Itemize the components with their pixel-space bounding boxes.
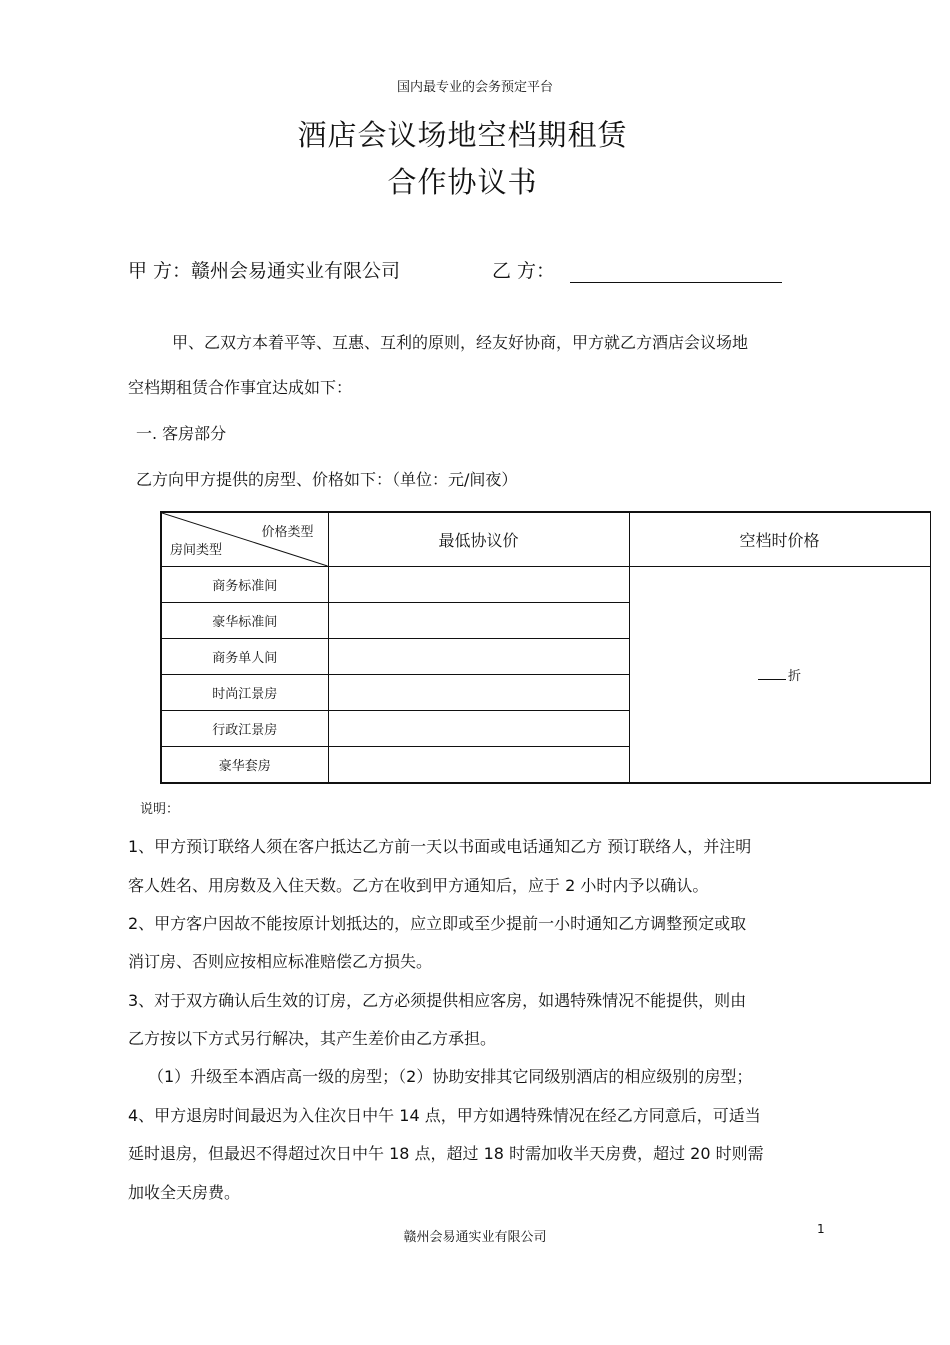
discount-blank-line bbox=[758, 667, 786, 680]
table-row bbox=[161, 567, 930, 603]
col-header-min-price: 最低协议价 bbox=[328, 512, 629, 567]
room-type-cell: 豪华标准间 bbox=[161, 603, 328, 639]
note2-line2: 消订房、否则应按相应标准赔偿乙方损失。 bbox=[128, 952, 433, 971]
intro-line2: 空档期租赁合作事宜达成如下： bbox=[128, 378, 353, 397]
party-b-blank-line bbox=[570, 258, 782, 283]
diag-label-room-type: 房间类型 bbox=[170, 543, 223, 558]
table-header-row bbox=[161, 512, 930, 567]
note3-options: （1）升级至本酒店高一级的房型；（2）协助安排其它同级别酒店的相应级别的房型； bbox=[148, 1067, 753, 1086]
note1-line1: 1、甲方预订联络人须在客户抵达乙方前一天以书面或电话通知乙方 预订联络人，并注明 bbox=[128, 837, 752, 856]
idle-discount-cell bbox=[629, 567, 930, 784]
room-type-cell: 时尚江景房 bbox=[161, 675, 328, 711]
room-type-cell: 商务单人间 bbox=[161, 639, 328, 675]
min-price-cell bbox=[328, 711, 629, 747]
min-price-cell bbox=[328, 675, 629, 711]
document-title-line1: 酒店会议场地空档期租赁 bbox=[297, 118, 628, 152]
page-number: 1 bbox=[817, 1222, 825, 1236]
section1-heading: 一. 客房部分 bbox=[136, 424, 227, 443]
party-b-label: 乙 方： bbox=[492, 260, 556, 282]
note3-line2: 乙方按以下方式另行解决，其产生差价由乙方承担。 bbox=[128, 1029, 497, 1048]
note2-line1: 2、甲方客户因故不能按原计划抵达的，应立即或至少提前一小时通知乙方调整预定或取 bbox=[128, 914, 747, 933]
section1-subheading: 乙方向甲方提供的房型、价格如下：（单位：元/间夜） bbox=[136, 470, 518, 489]
min-price-cell bbox=[328, 747, 629, 784]
intro-line1: 甲、乙双方本着平等、互惠、互利的原则，经友好协商，甲方就乙方酒店会议场地 bbox=[172, 333, 749, 352]
col-header-idle-price: 空档时价格 bbox=[629, 512, 930, 567]
min-price-cell bbox=[328, 603, 629, 639]
diag-label-price-type: 价格类型 bbox=[261, 525, 314, 540]
note4-line3: 加收全天房费。 bbox=[128, 1183, 241, 1202]
notes-label: 说明： bbox=[140, 802, 180, 817]
room-type-cell: 豪华套房 bbox=[161, 747, 328, 784]
document-title-line2: 合作协议书 bbox=[387, 165, 538, 199]
header-note: 国内最专业的会务预定平台 bbox=[396, 80, 553, 95]
min-price-cell bbox=[328, 639, 629, 675]
room-type-cell: 商务标准间 bbox=[161, 567, 328, 603]
note4-line2: 延时退房，但最迟不得超过次日中午 18 点，超过 18 时需加收半天房费，超过 20 时则需 bbox=[128, 1144, 764, 1163]
note1-line2: 客人姓名、用房数及入住天数。乙方在收到甲方通知后，应于 2 小时内予以确认。 bbox=[128, 876, 709, 895]
diagonal-header-cell bbox=[161, 512, 328, 567]
footer-company: 赣州会易通实业有限公司 bbox=[403, 1230, 547, 1245]
discount-suffix: 折 bbox=[787, 669, 801, 684]
min-price-cell bbox=[328, 567, 629, 603]
note3-line1: 3、对于双方确认后生效的订房，乙方必须提供相应客房，如遇特殊情况不能提供，则由 bbox=[128, 991, 747, 1010]
room-price-table bbox=[160, 511, 931, 784]
party-a: 甲 方：赣州会易通实业有限公司 bbox=[128, 260, 401, 282]
room-type-cell: 行政江景房 bbox=[161, 711, 328, 747]
note4-line1: 4、甲方退房时间最迟为入住次日中午 14 点，甲方如遇特殊情况在经乙方同意后，可适当 bbox=[128, 1106, 761, 1125]
